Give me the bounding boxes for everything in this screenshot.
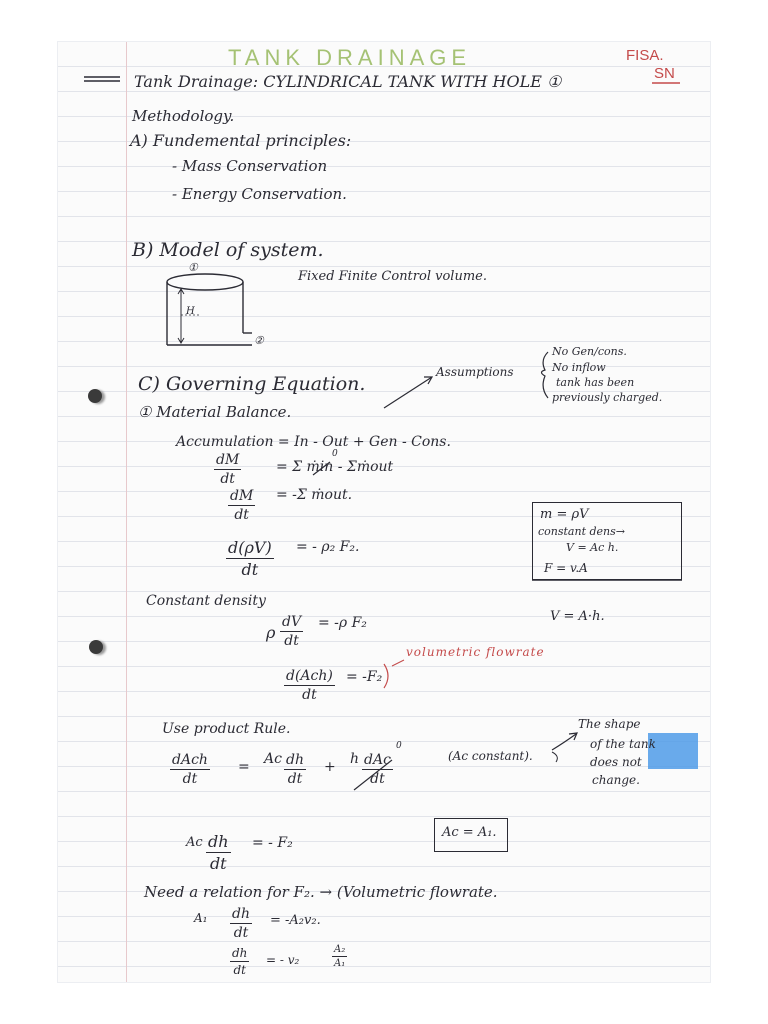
result-pre: Ac bbox=[186, 835, 203, 850]
product-equals: = bbox=[238, 759, 250, 775]
control-volume-text: Fixed Finite Control volume. bbox=[298, 269, 487, 284]
definition-line: V = Ac h. bbox=[566, 541, 619, 554]
product-t3-pre: h bbox=[350, 751, 360, 767]
eq5-rhs: = -F₂ bbox=[346, 669, 383, 685]
volumetric-flowrate-note: volumetric flowrate bbox=[406, 645, 545, 659]
eq4-rhs: = -ρ F₂ bbox=[318, 615, 367, 631]
shape-note-line: The shape bbox=[578, 717, 641, 731]
corner-tag: FISA. bbox=[626, 47, 664, 64]
product-t2-pre: Ac bbox=[264, 751, 282, 767]
result-frac bbox=[206, 832, 231, 873]
assumptions-arrow bbox=[384, 377, 432, 408]
eq4-rho: ρ bbox=[266, 623, 276, 642]
shape-note-line: does not bbox=[590, 755, 642, 769]
eq3-lhs bbox=[226, 538, 274, 579]
eq6-pre: A₁ bbox=[194, 911, 208, 925]
fraction-numerator: dAc bbox=[364, 752, 391, 768]
eq5-lhs bbox=[284, 668, 335, 703]
eq6-frac bbox=[230, 906, 252, 941]
assumption-item: No Gen/cons. bbox=[552, 345, 627, 358]
material-balance-heading: ① Material Balance. bbox=[138, 403, 292, 421]
constant-arrow bbox=[552, 734, 576, 750]
product-t2 bbox=[284, 752, 306, 787]
shape-note-line: change. bbox=[592, 773, 640, 787]
fraction-denominator: dt bbox=[182, 771, 198, 787]
accumulation-equation: Accumulation = In - Out + Gen - Cons. bbox=[176, 434, 451, 450]
tank-label-1: ① bbox=[188, 261, 198, 274]
shape-note-line: of the tank bbox=[590, 737, 656, 751]
methodology-heading: Methodology. bbox=[132, 107, 235, 125]
fraction-denominator: dt bbox=[241, 560, 259, 579]
fraction-numerator: dAch bbox=[172, 752, 208, 768]
flowrate-bracket bbox=[384, 664, 388, 688]
model-heading: B) Model of system. bbox=[132, 239, 324, 261]
fraction-denominator: dt bbox=[302, 687, 317, 703]
product-t3 bbox=[362, 752, 393, 787]
product-t1 bbox=[170, 752, 210, 787]
eq7-mid: = - v₂ bbox=[266, 953, 300, 967]
fraction-denominator: dt bbox=[234, 507, 249, 523]
page-title: TANK DRAINAGE bbox=[228, 45, 472, 70]
product-t3-zero: 0 bbox=[396, 741, 402, 751]
product-rule-heading: Use product Rule. bbox=[162, 721, 291, 737]
governing-heading: C) Governing Equation. bbox=[138, 373, 366, 395]
eq2-lhs bbox=[228, 488, 255, 523]
tank-label-2: ② bbox=[254, 334, 264, 347]
fraction-denominator: dt bbox=[287, 771, 303, 787]
assumption-item: No inflow bbox=[552, 361, 606, 374]
fraction-denominator: dt bbox=[209, 854, 227, 873]
eq3-rhs: = - ρ₂ F₂. bbox=[296, 539, 360, 555]
fraction-numerator: dV bbox=[282, 614, 302, 630]
fraction-numerator: dh bbox=[232, 906, 250, 922]
assumptions-brace bbox=[542, 352, 549, 398]
ac-constant-note: (Ac constant). bbox=[448, 749, 533, 763]
fraction-numerator: A₂ bbox=[334, 944, 346, 955]
fraction-numerator: d(Ach) bbox=[286, 668, 333, 684]
eq7-frac bbox=[230, 946, 249, 977]
mass-conservation: - Mass Conservation bbox=[172, 157, 328, 175]
fraction-denominator: dt bbox=[233, 925, 249, 941]
fraction-denominator: dt bbox=[220, 471, 235, 487]
fraction-denominator: dt bbox=[233, 963, 246, 977]
fundamental-heading: A) Fundemental principles: bbox=[130, 131, 352, 150]
fraction-numerator: dM bbox=[216, 452, 240, 468]
energy-conservation: - Energy Conservation. bbox=[172, 185, 347, 203]
definition-line: F = v.A bbox=[544, 561, 588, 575]
fraction-denominator: dt bbox=[370, 771, 385, 787]
eq6-rhs: = -A₂v₂. bbox=[270, 913, 321, 928]
product-plus: + bbox=[324, 759, 336, 775]
fraction-numerator: dh bbox=[232, 946, 248, 960]
eq1-rhs: = Σ ṁin - Σṁout bbox=[276, 459, 394, 475]
result-rhs: = - F₂ bbox=[252, 835, 293, 851]
definition-line: m = ρV bbox=[540, 507, 589, 522]
fraction-denominator: A₁ bbox=[334, 958, 346, 969]
definition-line: constant dens→ bbox=[538, 525, 625, 538]
eq1-lhs bbox=[214, 452, 241, 487]
fraction-numerator: dM bbox=[230, 488, 254, 504]
eq4-lhs bbox=[280, 614, 303, 649]
assumption-item: previously charged. bbox=[552, 391, 663, 404]
assumption-item: tank has been bbox=[556, 376, 635, 389]
eq2-rhs: = -Σ ṁout. bbox=[276, 487, 353, 503]
corner-tag-2: SN bbox=[654, 65, 675, 82]
assumptions-label: Assumptions bbox=[436, 365, 514, 379]
relation-text: Need a relation for F₂. → (Volumetric flowrate. bbox=[144, 883, 498, 901]
eq7-area-ratio bbox=[332, 944, 347, 969]
tank-top-ellipse bbox=[167, 274, 243, 290]
density-heading: Constant density bbox=[146, 593, 266, 609]
eq1-zero: 0 bbox=[332, 449, 338, 459]
fraction-numerator: dh bbox=[286, 752, 304, 768]
fraction-numerator: dh bbox=[208, 832, 229, 851]
boxed-text: Ac = A₁. bbox=[442, 825, 497, 840]
header-line: Tank Drainage: CYLINDRICAL TANK WITH HOLE ① bbox=[134, 72, 562, 91]
volume-equation: V = A·h. bbox=[550, 609, 605, 624]
fraction-numerator: d(ρV) bbox=[228, 538, 272, 557]
fraction-denominator: dt bbox=[284, 633, 299, 649]
tank-label-h: H bbox=[186, 306, 195, 317]
